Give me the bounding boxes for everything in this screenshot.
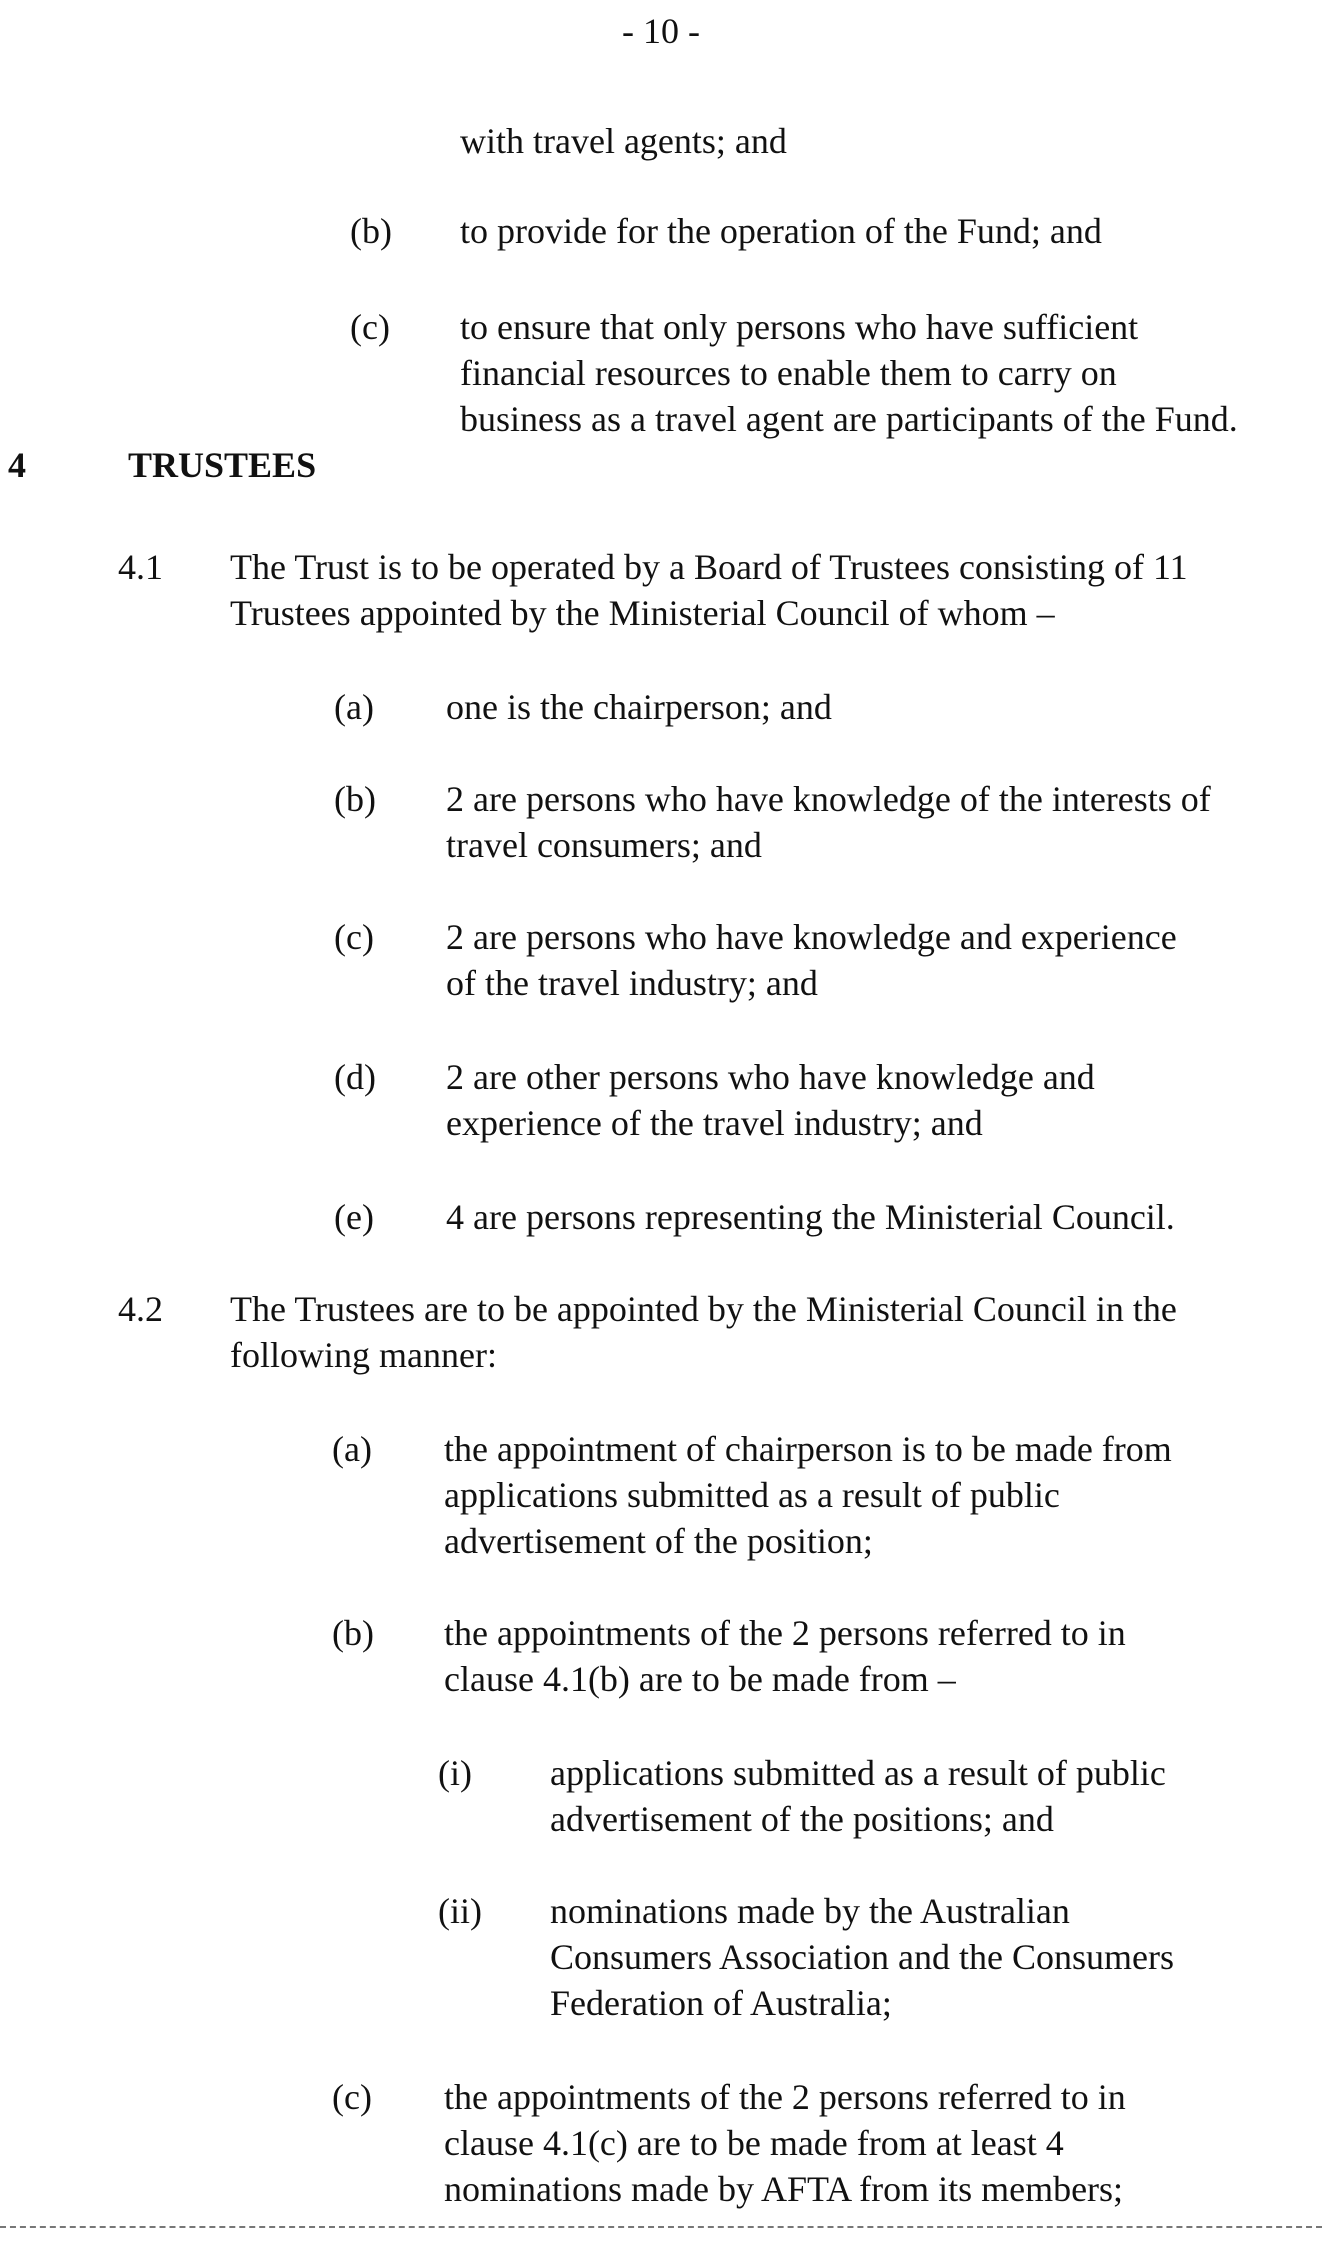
item-text: experience of the travel industry; and bbox=[446, 1103, 983, 1143]
item-label: (e) bbox=[334, 1197, 374, 1237]
item-text: financial resources to enable them to carry on bbox=[460, 353, 1117, 393]
clause-text: Trustees appointed by the Ministerial Council of whom – bbox=[230, 593, 1055, 633]
clause-text: The Trust is to be operated by a Board of Trustees consisting of 11 bbox=[230, 547, 1188, 587]
page-bottom-rule bbox=[0, 2226, 1322, 2228]
item-text: to ensure that only persons who have sufficient bbox=[460, 307, 1139, 347]
item-label: (c) bbox=[350, 307, 390, 347]
item-text: 2 are other persons who have knowledge and bbox=[446, 1057, 1095, 1097]
item-text: one is the chairperson; and bbox=[446, 687, 832, 727]
item-text: 4 are persons representing the Ministerial Council. bbox=[446, 1197, 1175, 1237]
item-label: (b) bbox=[334, 779, 376, 819]
item-text: the appointments of the 2 persons referred to in bbox=[444, 1613, 1126, 1653]
item-label: (a) bbox=[334, 687, 374, 727]
item-text: 2 are persons who have knowledge and experience bbox=[446, 917, 1177, 957]
subitem-label: (i) bbox=[438, 1753, 472, 1793]
item-label: (c) bbox=[332, 2077, 372, 2117]
clause-number: 4.2 bbox=[118, 1289, 163, 1329]
clause-text: following manner: bbox=[230, 1335, 497, 1375]
subitem-text: applications submitted as a result of public bbox=[550, 1753, 1166, 1793]
subitem-text: Consumers Association and the Consumers bbox=[550, 1937, 1174, 1977]
subitem-text: nominations made by the Australian bbox=[550, 1891, 1070, 1931]
item-text: clause 4.1(c) are to be made from at least 4 bbox=[444, 2123, 1064, 2163]
clause-number: 4.1 bbox=[118, 547, 163, 587]
subitem-label: (ii) bbox=[438, 1891, 482, 1931]
item-text: clause 4.1(b) are to be made from – bbox=[444, 1659, 956, 1699]
subitem-text: Federation of Australia; bbox=[550, 1983, 892, 2023]
item-text: advertisement of the position; bbox=[444, 1521, 873, 1561]
section-number: 4 bbox=[8, 445, 26, 485]
item-text: travel consumers; and bbox=[446, 825, 762, 865]
item-label: (c) bbox=[334, 917, 374, 957]
item-text: applications submitted as a result of public bbox=[444, 1475, 1060, 1515]
page-number: - 10 - bbox=[622, 11, 700, 51]
item-text: 2 are persons who have knowledge of the interests of bbox=[446, 779, 1211, 819]
continuation-line: with travel agents; and bbox=[460, 121, 787, 161]
item-text: business as a travel agent are participants of the Fund. bbox=[460, 399, 1238, 439]
clause-text: The Trustees are to be appointed by the Ministerial Council in the bbox=[230, 1289, 1177, 1329]
item-label: (a) bbox=[332, 1429, 372, 1469]
item-label: (b) bbox=[350, 211, 392, 251]
item-text: the appointments of the 2 persons referred to in bbox=[444, 2077, 1126, 2117]
item-text: the appointment of chairperson is to be made from bbox=[444, 1429, 1172, 1469]
subitem-text: advertisement of the positions; and bbox=[550, 1799, 1054, 1839]
section-title: TRUSTEES bbox=[128, 445, 317, 485]
item-text: to provide for the operation of the Fund; and bbox=[460, 211, 1102, 251]
item-label: (d) bbox=[334, 1057, 376, 1097]
item-label: (b) bbox=[332, 1613, 374, 1653]
item-text: of the travel industry; and bbox=[446, 963, 818, 1003]
item-text: nominations made by AFTA from its members; bbox=[444, 2169, 1124, 2209]
